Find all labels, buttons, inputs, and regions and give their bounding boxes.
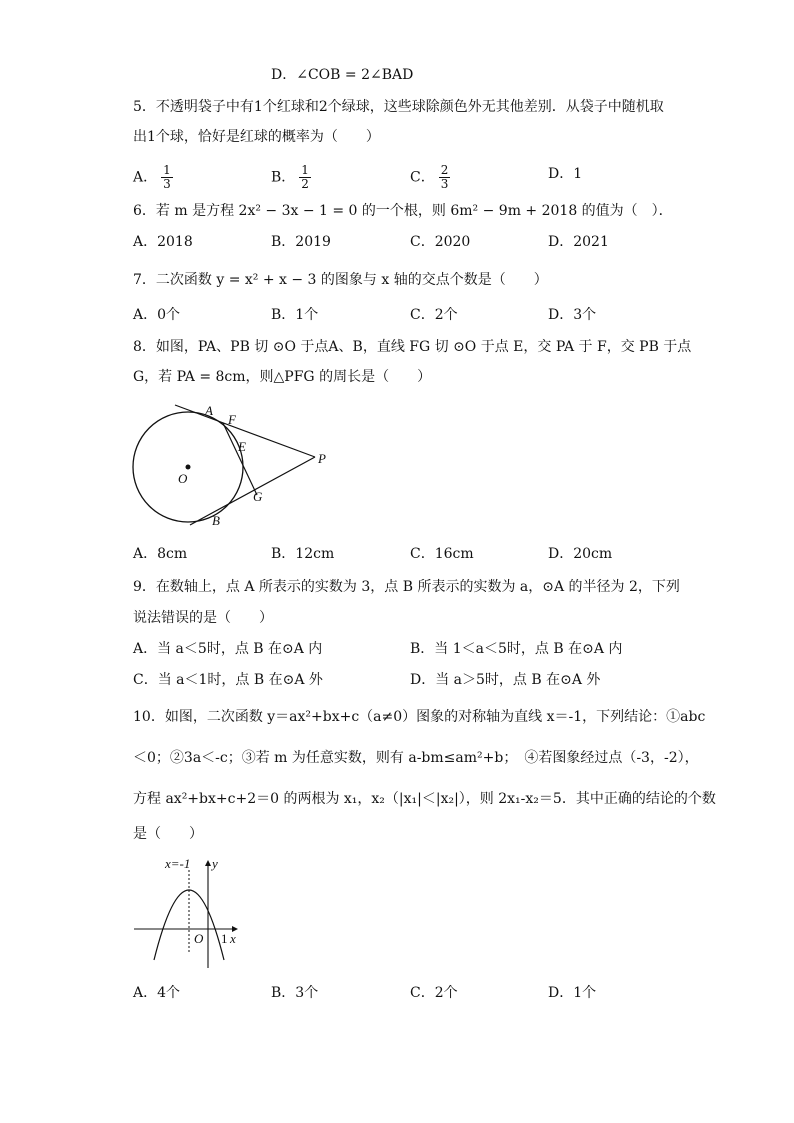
fraction: $\frac{2}{3}$ — [440, 163, 449, 191]
q10-parabola-figure — [132, 852, 244, 970]
label-g: G — [253, 489, 263, 504]
q7-stem: 7．二次函数 y = x² + x − 3 的图象与 x 轴的交点个数是（ ） — [133, 272, 548, 288]
q10-option-a: A．4个 — [133, 985, 181, 1001]
q10-stem-line4: 是（ ） — [133, 826, 203, 842]
q6-option-a: A．2018 — [133, 234, 193, 250]
q9-stem-line1: 9．在数轴上，点 A 所表示的实数为 3，点 B 所表示的实数为 a，⊙A 的半径为 2，下列 — [133, 579, 680, 595]
q5-option-d: D．1 — [548, 166, 583, 182]
parabola-curve — [154, 890, 224, 960]
q8-option-a: A．8cm — [133, 546, 188, 562]
label-p: P — [318, 451, 326, 466]
q6-option-d: D．2021 — [548, 234, 609, 250]
label-x: x — [230, 931, 236, 946]
q4-option-d: D．∠COB = 2∠BAD — [271, 67, 414, 83]
q5-option-c: C． $\frac{2}{3}$ — [410, 163, 449, 191]
q6-option-b: B．2019 — [271, 234, 331, 250]
q6-stem: 6．若 m 是方程 2x² − 3x − 1 = 0 的一个根，则 6m² − 9m + 2018 的值为（ ）． — [133, 203, 673, 219]
q8-stem-line2: G，若 PA = 8cm，则△PFG 的周长是（ ） — [133, 369, 432, 385]
fraction: $\frac{1}{2}$ — [301, 163, 309, 191]
q8-tangent-figure — [125, 395, 340, 535]
q10-stem-line1: 10．如图，二次函数 y＝ax²+bx+c（a≠0）图象的对称轴为直线 x＝-1，下列结论：①abc — [133, 709, 706, 725]
label-e: E — [238, 439, 246, 454]
q5-stem-line2: 出1个球，恰好是红球的概率为（ ） — [133, 129, 380, 145]
q10-option-d: D．1个 — [548, 985, 597, 1001]
q10-stem-line2: ＜0；②3a＜-c；③若 m 为任意实数，则有 a-bm≤am²+b； ④若图象经过点（-3，-2）， — [133, 750, 699, 766]
q7-option-c: C．2个 — [410, 307, 458, 323]
q9-option-b: B．当 1＜a＜5时，点 B 在⊙A 内 — [410, 641, 623, 657]
label-axis-line: x=-1 — [165, 856, 191, 871]
q6-option-c: C．2020 — [410, 234, 471, 250]
q10-option-c: C．2个 — [410, 985, 458, 1001]
label-f: F — [228, 412, 236, 427]
q9-option-a: A．当 a＜5时，点 B 在⊙A 内 — [133, 641, 323, 657]
q10-stem-line3: 方程 ax²+bx+c+2＝0 的两根为 x₁，x₂（|x₁|＜|x₂|），则 2x₁-x₂＝5．其中正确的结论的个数 — [133, 791, 716, 807]
label-origin: O — [194, 931, 204, 946]
q5-stem-line1: 5．不透明袋子中有1个红球和2个绿球，这些球除颜色外无其他差别．从袋子中随机取 — [133, 99, 664, 115]
label-a: A — [205, 403, 213, 418]
q8-option-d: D．20cm — [548, 546, 613, 562]
label-b: B — [212, 513, 220, 528]
q5-option-b: B． $\frac{1}{2}$ — [271, 163, 309, 191]
label-o: O — [178, 471, 188, 486]
q7-option-d: D．3个 — [548, 307, 597, 323]
q5-option-a: A． $\frac{1}{3}$ — [133, 163, 171, 191]
q7-option-b: B．1个 — [271, 307, 319, 323]
y-axis-arrow — [205, 860, 211, 866]
q9-stem-line2: 说法错误的是（ ） — [133, 610, 273, 626]
q9-option-d: D．当 a＞5时，点 B 在⊙A 外 — [410, 672, 601, 688]
label-y: y — [212, 856, 218, 871]
q8-stem-line1: 8．如图，PA、PB 切 ⊙O 于点A、B，直线 FG 切 ⊙O 于点 E，交 PA 于 F，交 PB 于点 — [133, 339, 692, 355]
label-one: 1 — [221, 931, 228, 946]
q8-option-b: B．12cm — [271, 546, 335, 562]
q9-option-c: C．当 a＜1时，点 B 在⊙A 外 — [133, 672, 323, 688]
q10-option-b: B．3个 — [271, 985, 319, 1001]
fraction: $\frac{1}{3}$ — [163, 163, 171, 191]
q7-option-a: A．0个 — [133, 307, 181, 323]
q8-option-c: C．16cm — [410, 546, 474, 562]
center-point — [186, 465, 191, 470]
